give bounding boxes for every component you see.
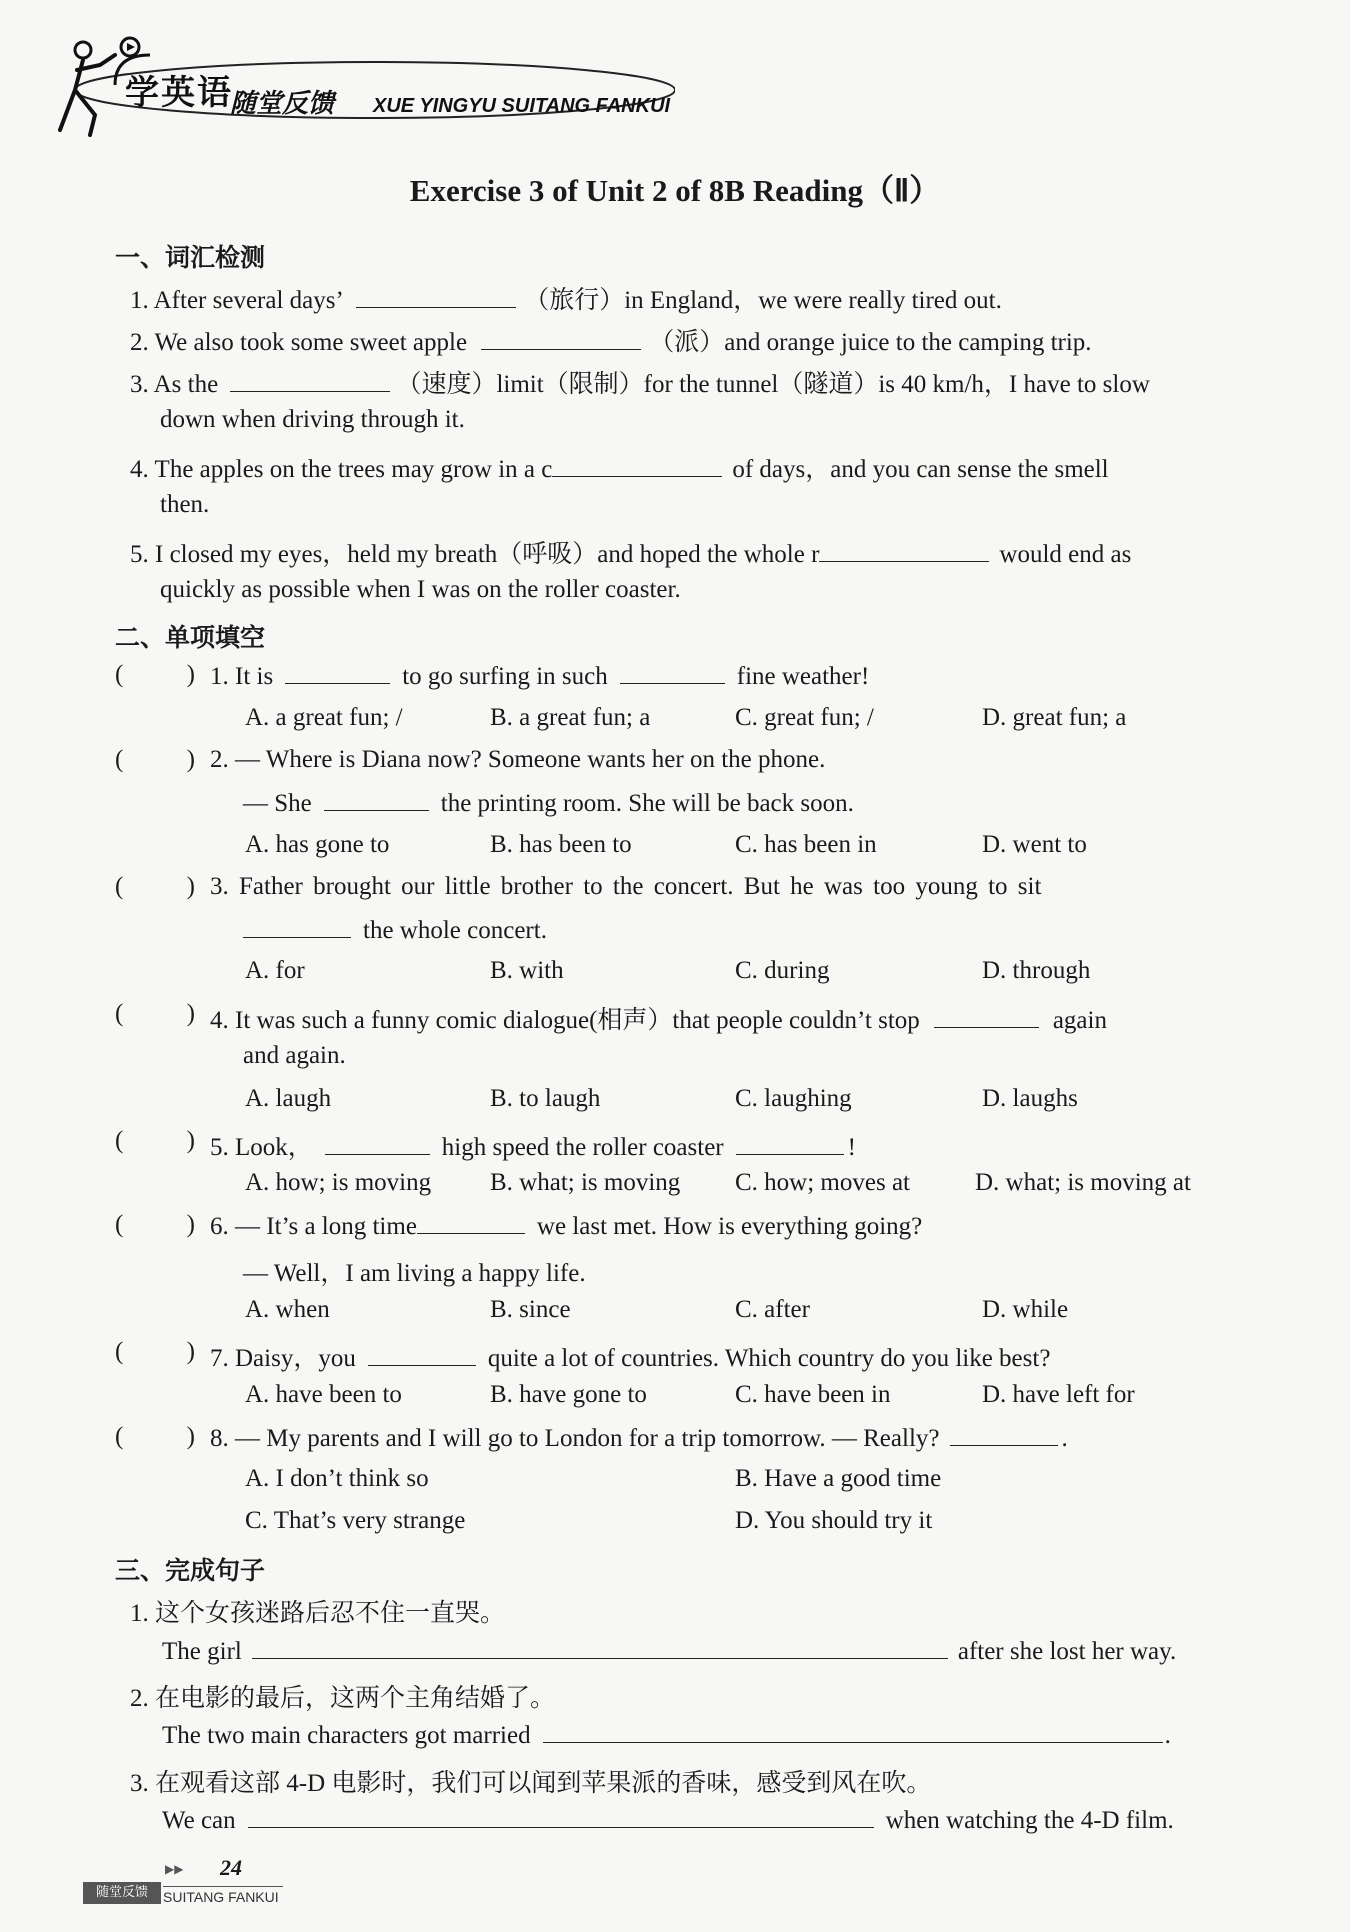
answer-paren-q6[interactable]: ( ) bbox=[115, 1211, 195, 1238]
mc-q7-option-a[interactable]: A. have been to bbox=[245, 1381, 402, 1408]
footer-arrow-icon: ▶▶ bbox=[165, 1862, 184, 1876]
mc-q5-stem: 5. Look， high speed the roller coaster ! bbox=[210, 1134, 856, 1161]
mc-q2-option-b[interactable]: B. has been to bbox=[490, 831, 632, 858]
mc-q5-option-b[interactable]: B. what; is moving bbox=[490, 1169, 681, 1196]
answer-paren-q8[interactable]: ( ) bbox=[115, 1423, 195, 1450]
translate-q2-blank[interactable] bbox=[543, 1720, 1163, 1743]
footer-label-en: SUITANG FANKUI bbox=[163, 1889, 279, 1905]
vocab-q2-text-a: 2. We also took some sweet apple bbox=[130, 329, 468, 356]
mc-q7-option-c[interactable]: C. have been in bbox=[735, 1381, 891, 1408]
mc-q2-option-d[interactable]: D. went to bbox=[982, 831, 1087, 858]
vocab-q2 bbox=[130, 322, 1092, 358]
translate-q3-blank[interactable] bbox=[248, 1805, 874, 1828]
vocab-q5-text-a: 5. I closed my eyes，held my breath（呼吸）and hoped the whole r bbox=[130, 541, 820, 568]
section1-heading: 一、词汇检测 bbox=[115, 243, 266, 272]
mc-q3-blank[interactable] bbox=[243, 915, 351, 938]
mc-q4-option-b[interactable]: B. to laugh bbox=[490, 1085, 601, 1112]
vocab-q4-cont: then. bbox=[160, 491, 210, 518]
mc-q3-stem: 3. Father brought our little brother to the concert. But he was too young to sit bbox=[210, 873, 1042, 900]
mc-q6-stem: 6. — It’s a long time we last met. How is everything going? bbox=[210, 1213, 923, 1240]
mc-q4-stem-b: and again. bbox=[243, 1042, 346, 1069]
logo-english-subtitle: XUE YINGYU SUITANG FANKUI bbox=[373, 95, 671, 117]
vocab-q3-cont: down when driving through it. bbox=[160, 406, 465, 433]
mc-q6-stem-b: — Well，I am living a happy life. bbox=[243, 1260, 586, 1287]
mc-q2-blank[interactable] bbox=[324, 788, 429, 811]
mc-q1-stem: 1. It is to go surfing in such fine weather! bbox=[210, 663, 870, 690]
mc-q7-stem: 7. Daisy，you quite a lot of countries. Which country do you like best? bbox=[210, 1345, 1051, 1372]
answer-paren-q5[interactable]: ( ) bbox=[115, 1127, 195, 1154]
mc-q8-blank[interactable] bbox=[950, 1423, 1058, 1446]
mc-q7-option-b[interactable]: B. have gone to bbox=[490, 1381, 647, 1408]
mc-q2-option-a[interactable]: A. has gone to bbox=[245, 831, 390, 858]
translate-q3-line: We can when watching the 4-D film. bbox=[162, 1807, 1174, 1834]
mc-q3-option-a[interactable]: A. for bbox=[245, 957, 305, 984]
answer-paren-q1[interactable]: ( ) bbox=[115, 661, 195, 688]
answer-paren-q7[interactable]: ( ) bbox=[115, 1338, 195, 1365]
translate-q2-chinese: 2. 在电影的最后，这两个主角结婚了。 bbox=[130, 1685, 556, 1712]
footer-label-cn: 随堂反馈 bbox=[83, 1882, 161, 1904]
header-logo bbox=[55, 35, 675, 145]
mc-q7-option-d[interactable]: D. have left for bbox=[982, 1381, 1135, 1408]
vocab-q5-blank[interactable] bbox=[819, 539, 989, 562]
section3-heading: 三、完成句子 bbox=[115, 1556, 266, 1585]
translate-q1-chinese: 1. 这个女孩迷路后忍不住一直哭。 bbox=[130, 1600, 506, 1627]
mc-q3-option-c[interactable]: C. during bbox=[735, 957, 830, 984]
translate-q1-blank[interactable] bbox=[252, 1636, 948, 1659]
vocab-q5-cont: quickly as possible when I was on the roller coaster. bbox=[160, 576, 681, 603]
logo-chinese-subtitle: 随堂反馈 bbox=[230, 89, 335, 119]
mc-q4-option-d[interactable]: D. laughs bbox=[982, 1085, 1078, 1112]
mc-q5-blank1[interactable] bbox=[325, 1132, 430, 1155]
mc-q6-option-c[interactable]: C. after bbox=[735, 1296, 810, 1323]
footer-divider bbox=[163, 1886, 283, 1887]
mc-q6-option-a[interactable]: A. when bbox=[245, 1296, 330, 1323]
mc-q2-stem: 2. — Where is Diana now? Someone wants her on the phone. bbox=[210, 746, 826, 773]
mc-q1-blank1[interactable] bbox=[285, 661, 390, 684]
vocab-q1-text-a: 1. After several days’ bbox=[130, 287, 342, 314]
vocab-q4-text-a: 4. The apples on the trees may grow in a c bbox=[130, 456, 553, 483]
mc-q8-option-b[interactable]: B. Have a good time bbox=[735, 1465, 942, 1492]
mc-q1-blank2[interactable] bbox=[620, 661, 725, 684]
translate-q2-line: The two main characters got married . bbox=[162, 1722, 1171, 1749]
mc-q3-stem-b: the whole concert. bbox=[243, 915, 547, 945]
mc-q5-option-d[interactable]: D. what; is moving at bbox=[975, 1169, 1191, 1196]
mc-q8-option-a[interactable]: A. I don’t think so bbox=[245, 1465, 429, 1492]
answer-paren-q2[interactable]: ( ) bbox=[115, 746, 195, 773]
mc-q6-option-d[interactable]: D. while bbox=[982, 1296, 1069, 1323]
mc-q1-option-d[interactable]: D. great fun; a bbox=[982, 704, 1127, 731]
mc-q6-blank[interactable] bbox=[417, 1211, 525, 1234]
section2-heading: 二、单项填空 bbox=[115, 623, 266, 652]
vocab-q5-text-b: would end as bbox=[999, 541, 1132, 568]
vocab-q4-text-b: of days，and you can sense the smell bbox=[732, 456, 1109, 483]
mc-q3-option-d[interactable]: D. through bbox=[982, 957, 1091, 984]
mc-q4-option-a[interactable]: A. laugh bbox=[245, 1085, 332, 1112]
vocab-q3-text-a: 3. As the bbox=[130, 371, 219, 398]
answer-paren-q4[interactable]: ( ) bbox=[115, 1000, 195, 1027]
translate-q1-line: The girl after she lost her way. bbox=[162, 1638, 1177, 1665]
vocab-q1-text-b: （旅行）in England，we were really tired out. bbox=[524, 287, 1002, 314]
mc-q4-option-c[interactable]: C. laughing bbox=[735, 1085, 852, 1112]
mc-q5-blank2[interactable] bbox=[736, 1132, 844, 1155]
page-title: Exercise 3 of Unit 2 of 8B Reading（Ⅱ） bbox=[409, 173, 941, 208]
vocab-q1 bbox=[130, 280, 1002, 316]
mc-q7-blank[interactable] bbox=[368, 1343, 476, 1366]
vocab-q4 bbox=[130, 449, 1109, 485]
mc-q3-option-b[interactable]: B. with bbox=[490, 957, 564, 984]
mc-q4-stem: 4. It was such a funny comic dialogue(相声）that people couldn’t stop again bbox=[210, 1007, 1107, 1034]
vocab-q3-blank[interactable] bbox=[230, 369, 390, 392]
mc-q4-blank[interactable] bbox=[934, 1005, 1039, 1028]
translate-q3-chinese: 3. 在观看这部 4-D 电影时，我们可以闻到苹果派的香味，感受到风在吹。 bbox=[130, 1770, 932, 1797]
mc-q8-option-c[interactable]: C. That’s very strange bbox=[245, 1507, 466, 1534]
vocab-q3 bbox=[130, 364, 1150, 400]
mc-q1-option-b[interactable]: B. a great fun; a bbox=[490, 704, 651, 731]
mc-q5-option-a[interactable]: A. how; is moving bbox=[245, 1169, 432, 1196]
vocab-q2-blank[interactable] bbox=[481, 327, 641, 350]
mc-q2-stem-b: — She the printing room. She will be back soon. bbox=[243, 790, 854, 817]
page-number: 24 bbox=[220, 1855, 242, 1880]
answer-paren-q3[interactable]: ( ) bbox=[115, 873, 195, 900]
mc-q5-option-c[interactable]: C. how; moves at bbox=[735, 1169, 910, 1196]
vocab-q3-text-b: （速度）limit（限制）for the tunnel（隧道）is 40 km/h，I have to slow bbox=[396, 371, 1150, 398]
mc-q1-option-a[interactable]: A. a great fun; / bbox=[245, 704, 403, 731]
logo-chinese-title: 学英语 bbox=[125, 73, 233, 113]
mc-q2-option-c[interactable]: C. has been in bbox=[735, 831, 877, 858]
vocab-q4-blank[interactable] bbox=[552, 454, 722, 477]
vocab-q2-text-b: （派）and orange juice to the camping trip. bbox=[649, 329, 1092, 356]
mc-q6-option-b[interactable]: B. since bbox=[490, 1296, 571, 1323]
vocab-q5 bbox=[130, 534, 1131, 570]
mc-q1-option-c[interactable]: C. great fun; / bbox=[735, 704, 874, 731]
vocab-q1-blank[interactable] bbox=[356, 285, 516, 308]
mc-q8-option-d[interactable]: D. You should try it bbox=[735, 1507, 933, 1534]
mc-q8-stem: 8. — My parents and I will go to London for a trip tomorrow. — Really? . bbox=[210, 1425, 1068, 1452]
